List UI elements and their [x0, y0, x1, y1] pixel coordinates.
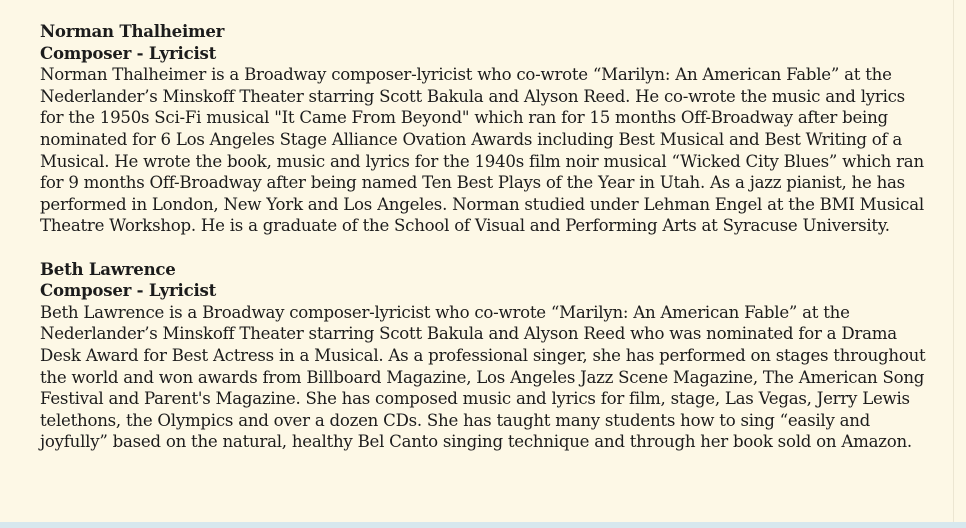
- bio-text: Beth Lawrence is a Broadway composer-lyricist who co-wrote “Marilyn: An American Fable” at the Nederlander’s Minskoff Theater starring Scott Bakula and Alyson Reed who was nominated for a Drama Desk Award for Best Actress in a Musical. As a professional singer, she has performed on stages throughout the world and won awards from Billboard Magazine, Los Angeles Jazz Scene Magazine, The American Song Festival and Parent's Magazine. She has composed music and lyrics for film, stage, Las Vegas, Jerry Lewis telethons, the Olympics and over a dozen CDs. She has taught many students how to sing “easily and joyfully” based on the natural, healthy Bel Canto singing technique and through her book sold on Amazon.: [40, 302, 926, 452]
- bios-section: [40, 21, 930, 453]
- bio-norman-thalheimer: [40, 21, 930, 237]
- bio-beth-lawrence: [40, 259, 930, 453]
- bio-name: Norman Thalheimer: [40, 21, 225, 41]
- bio-name: Beth Lawrence: [40, 258, 176, 279]
- bio-text: Norman Thalheimer is a Broadway composer-lyricist who co-wrote “Marilyn: An American Fable” at the Nederlander’s Minskoff Theater starring Scott Bakula and Alyson Reed. He co-wrote the music and lyrics for the 1950s Sci-Fi musical "It Came From Beyond" which ran for 15 months Off-Broadway after being nominated for 6 Los Angeles Stage Alliance Ovation Awards including Best Musical and Best Writing of a Musical. He wrote the book, music and lyrics for the 1940s film noir musical “Wicked City Blues” which ran for 9 months Off-Broadway after being named Ten Best Plays of the Year in Utah. As a jazz pianist, he has performed in London, New York and Los Angeles. Norman studied under Lehman Engel at the BMI Musical Theatre Workshop. He is a graduate of the School of Visual and Performing Arts at Syracuse University.: [40, 65, 924, 236]
- bio-role: Composer - Lyricist: [40, 42, 217, 63]
- bottom-border: [0, 522, 966, 528]
- scrollbar-track[interactable]: [953, 0, 966, 522]
- bio-role: Composer - Lyricist: [40, 280, 217, 301]
